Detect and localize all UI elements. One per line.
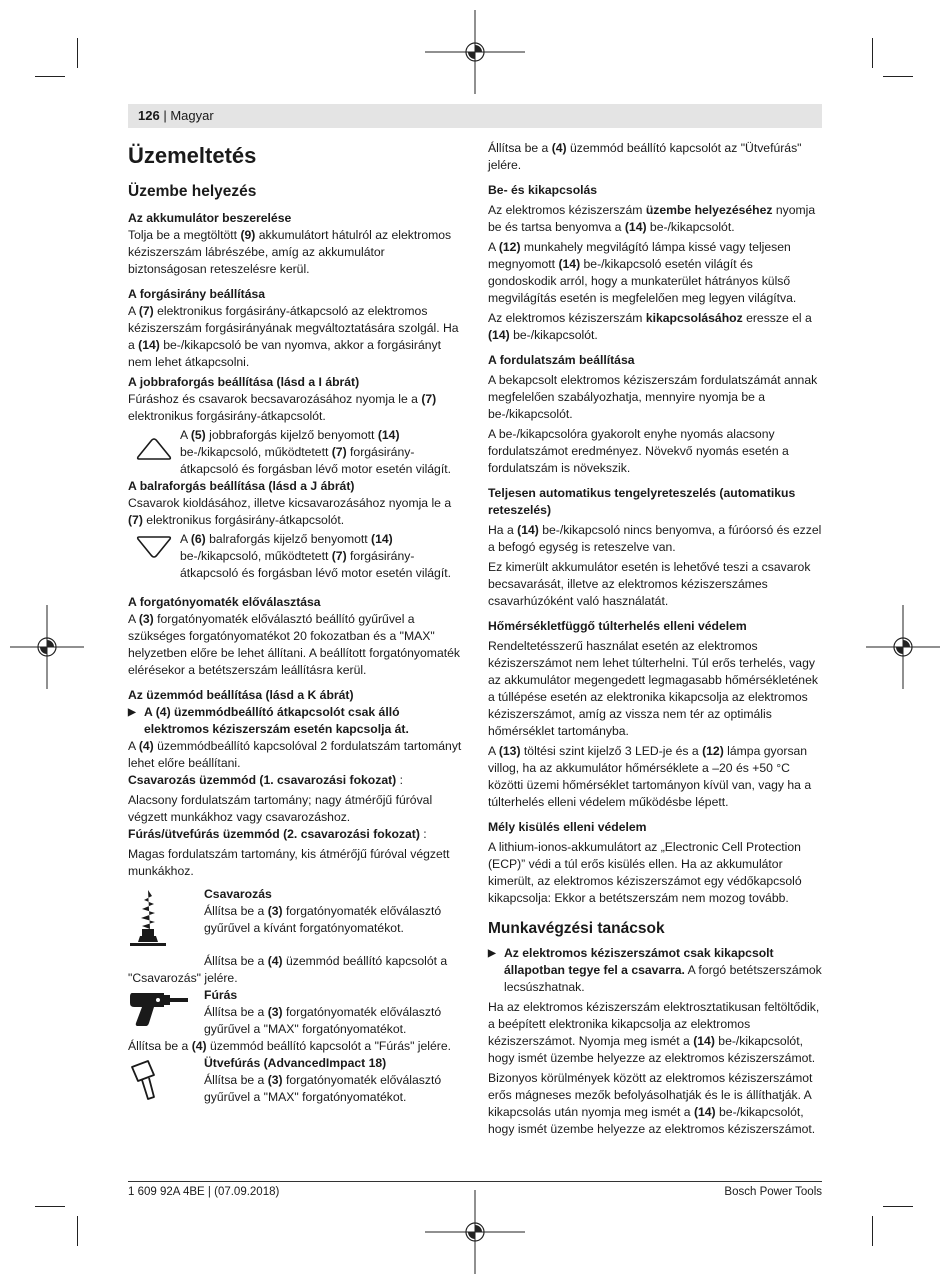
paragraph: Állítsa be a (4) üzemmód beállító kapcsolót a "Csavarozás" jelére.	[128, 954, 448, 985]
paragraph: A (7) elektronikus forgásirány-átkapcsoló az elektromos kéziszerszám forgásirányának megváltoztatására szolgál. Ha a (14) be-/kikapcsoló be van nyomva, akkor a forgásirányt nem lehet átkapcsolni.	[128, 304, 459, 369]
mode-label: Fúrás/ütvefúrás üzemmód (2. csavarozási fokozat) :	[128, 827, 427, 841]
paragraph: Bizonyos körülmények között az elektromos kéziszerszámot erős mágneses mezők befolyásolhatják és le is állíthatják. A kikapcsolás után nyomja meg ismét a (14) be-/kikapcsolót, hogy ismét üzembe helyezze az elektromos kéziszerszámot.	[488, 1071, 816, 1136]
crosshair-icon	[425, 10, 525, 94]
paragraph: Tolja be a megtöltött (9) akkumulátort hátulról az elektromos kéziszerszám lábrészébe, amíg az akkumulátor biztonságosan reteszelésre kerül.	[128, 228, 452, 276]
section-heading: Üzembe helyezés	[128, 183, 257, 200]
paragraph: A (12) munkahely megvilágító lámpa kissé vagy teljesen megnyomott (14) be-/kikapcsoló esetén világít és gondoskodik arról, hogy a munkaterület hátrányos külső megvilágítás esetén is megfelelően meg legyen világítva.	[488, 240, 797, 305]
crosshair-icon	[0, 605, 84, 689]
crop-mark	[883, 76, 913, 77]
subheading: A forgásirány beállítása	[128, 287, 266, 301]
footer-brand: Bosch Power Tools	[724, 1186, 822, 1198]
paragraph: Ha a (14) be-/kikapcsoló nincs benyomva, a fúróorsó és ezzel a befogó egység is reteszelve van.	[488, 523, 822, 554]
arrow-up-indicator-icon	[134, 433, 174, 463]
subheading: Az akkumulátor beszerelése	[128, 211, 292, 225]
subheading: Mély kisülés elleni védelem	[488, 820, 647, 834]
paragraph: A lithium-ionos-akkumulátort az „Electronic Cell Protection (ECP)” védi a túl erős kisülés ellen. Ha az akkumulátor kimerült, az elektromos kéziszerszámot egy védőkapcsoló kikapcsolja: Ekkor a betétszerszám nem mozog tovább.	[488, 840, 802, 905]
paragraph: Rendeltetésszerű használat esetén az elektromos kéziszerszámot nem lehet túlterhelni. Túl erős terhelés, vagy az akkumulátor megengedett legmagasabb hőmérsékletének a túllépése esetén az elektronika kikapcsolja az elektromos kéziszerszámot, amíg az vissza nem tér az optimális hőmérséklet tartományba.	[488, 639, 818, 738]
paragraph: A bekapcsolt elektromos kéziszerszám fordulatszámát annak megfelelően szabályozhatja, mennyire nyomja be a be-/kikapcsolót.	[488, 373, 818, 421]
crop-mark	[77, 1216, 78, 1246]
subheading: A balraforgás beállítása (lásd a J ábrát)	[128, 479, 355, 493]
bullet-arrow-icon: ▶	[128, 707, 136, 718]
paragraph: Állítsa be a (4) üzemmód beállító kapcsolót a "Fúrás" jelére.	[128, 1039, 451, 1053]
paragraph: Állítsa be a (3) forgatónyomaték előválasztó gyűrűvel a kívánt forgatónyomatékot.	[204, 904, 442, 935]
paragraph: A (6) balraforgás kijelző benyomott (14) be-/kikapcsoló, működtetett (7) forgásirány-átkapcsoló és forgásban lévő motor esetén világít.	[180, 532, 451, 580]
paragraph: Állítsa be a (4) üzemmód beállító kapcsolót az "Ütvefúrás" jelére.	[488, 141, 802, 172]
crosshair-icon	[425, 1190, 525, 1274]
paragraph: Csavarok kioldásához, illetve kicsavarozásához nyomja le a (7) elektronikus forgásirány-átkapcsolót.	[128, 496, 452, 527]
paragraph: Magas fordulatszám tartomány, kis átmérőjű fúróval végzett munkákhoz.	[128, 847, 450, 878]
crosshair-icon	[866, 605, 950, 689]
subheading: Fúrás	[204, 988, 238, 1002]
page-title: Üzemeltetés	[128, 143, 257, 168]
arrow-down-indicator-icon	[134, 533, 174, 563]
right-column	[488, 140, 824, 1138]
mode-label: Csavarozás üzemmód (1. csavarozási fokozat) :	[128, 773, 404, 787]
paragraph: A (3) forgatónyomaték előválasztó beállító gyűrűvel a szükséges forgatónyomatékot 20 fokozatban és a "MAX" helyzetben előre be lehet állítani. A beállított forgatónyomaték elérésekor a betétszerszám leállításra kerül.	[128, 612, 460, 677]
tool-mode-impact	[128, 1055, 464, 1108]
tool-mode-screwing	[128, 886, 464, 953]
header-text	[138, 108, 214, 124]
subheading: Ütvefúrás (AdvancedImpact 18)	[204, 1056, 387, 1070]
paragraph: A (5) jobbraforgás kijelző benyomott (14) be-/kikapcsoló, működtetett (7) forgásirány-átkapcsoló és forgásban lévő motor esetén világít.	[180, 428, 451, 476]
crop-mark	[872, 38, 873, 68]
footer-rule	[128, 1181, 822, 1182]
page-header	[128, 104, 822, 128]
header-language: Magyar	[170, 108, 214, 123]
paragraph: Állítsa be a (3) forgatónyomaték előválasztó gyűrűvel a "MAX" forgatónyomatékot.	[204, 1073, 442, 1104]
paragraph: Ha az elektromos kéziszerszám elektrosztatikusan feltöltődik, a beépített elektronika kikapcsolja az elektromos kéziszerszámot. Nyomja meg ismét a (14) be-/kikapcsolót, hogy ismét üzembe helyezze az elektromos kéziszerszámot.	[488, 1000, 820, 1065]
indicator-row	[128, 427, 464, 478]
hammer-icon	[128, 1059, 172, 1103]
subheading: A fordulatszám beállítása	[488, 353, 635, 367]
left-column	[128, 140, 464, 1108]
subheading: A jobbraforgás beállítása (lásd a I ábrát)	[128, 375, 360, 389]
crop-mark	[35, 76, 65, 77]
tool-mode-drilling	[128, 987, 464, 1038]
crop-mark	[35, 1206, 65, 1207]
drill-icon	[128, 989, 192, 1029]
bullet-arrow-icon: ▶	[488, 948, 496, 959]
crop-mark	[872, 1216, 873, 1246]
subheading: A forgatónyomaték előválasztása	[128, 595, 321, 609]
page-number: 126	[138, 108, 160, 123]
subheading: Az üzemmód beállítása (lásd a K ábrát)	[128, 688, 354, 702]
paragraph: Fúráshoz és csavarok becsavarozásához nyomja le a (7) elektronikus forgásirány-átkapcsolót.	[128, 392, 437, 423]
subheading: Csavarozás	[204, 887, 272, 901]
crop-mark	[77, 38, 78, 68]
crop-mark	[883, 1206, 913, 1207]
header-separator: |	[163, 108, 171, 123]
paragraph: A be-/kikapcsolóra gyakorolt enyhe nyomás alacsony fordulatszámot eredményez. Növekvő nyomás esetén a fordulatszám is növekszik.	[488, 427, 789, 475]
section-heading: Munkavégzési tanácsok	[488, 920, 665, 937]
paragraph: Alacsony fordulatszám tartomány; nagy átmérőjű fúróval végzett munkákhoz vagy csavarozáshoz.	[128, 793, 433, 824]
warning-bullet: ▶ Az elektromos kéziszerszámot csak kikapcsolt állapotban tegye fel a csavarra. A forgó betétszerszámok lecsúszhatnak.	[488, 946, 822, 994]
screw-icon	[128, 888, 168, 948]
footer-doc-code: 1 609 92A 4BE | (07.09.2018)	[128, 1186, 280, 1198]
paragraph: A (4) üzemmódbeállító kapcsolóval 2 fordulatszám tartományt lehet előre beállítani.	[128, 739, 462, 770]
subheading: Teljesen automatikus tengelyreteszelés (automatikus reteszelés)	[488, 486, 796, 517]
paragraph: Az elektromos kéziszerszám üzembe helyezéséhez nyomja be és tartsa benyomva a (14) be-/kikapcsolót.	[488, 203, 816, 234]
subheading: Hőmérsékletfüggő túlterhelés elleni védelem	[488, 619, 747, 633]
warning-bullet: ▶ A (4) üzemmódbeállító átkapcsolót csak álló elektromos kéziszerszám esetén kapcsolja át.	[128, 705, 409, 736]
subheading: Be- és kikapcsolás	[488, 183, 598, 197]
paragraph: A (13) töltési szint kijelző 3 LED-je és a (12) lámpa gyorsan villog, ha az akkumulátor hőmérséklete a –20 és +50 °C közötti üzemi hőmérséklet tartományon kívül van, vagy ha a túlterhelés elleni védelem működésbe lépett.	[488, 744, 812, 809]
indicator-row	[128, 531, 464, 582]
paragraph: Ez kimerült akkumulátor esetén is lehetővé teszi a csavarok becsavarását, illetve az elektromos kéziszerszámes csavarhúzóként való használatát.	[488, 560, 811, 608]
paragraph: Állítsa be a (3) forgatónyomaték előválasztó gyűrűvel a "MAX" forgatónyomatékot.	[204, 1005, 442, 1036]
paragraph: Az elektromos kéziszerszám kikapcsolásához eressze el a (14) be-/kikapcsolót.	[488, 311, 812, 342]
